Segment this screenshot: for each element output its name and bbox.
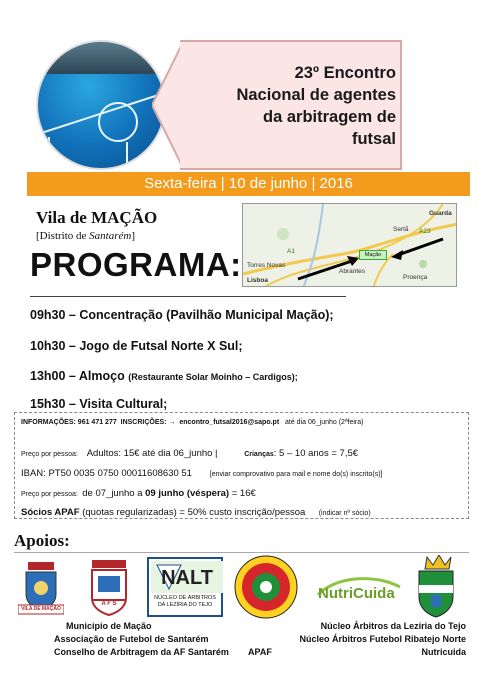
map-label: Mação bbox=[359, 250, 387, 260]
supporters-left: Município de Mação Associação de Futebol de Santarém Conselho de Arbitragem da AF Santarém bbox=[54, 621, 229, 657]
supporters-right: Núcleo Árbitros da Lezíria do Tejo Núcleo Árbitros Futebol Ribatejo Norte Nutricuida bbox=[299, 621, 466, 657]
map-label: Lisboa bbox=[247, 277, 268, 284]
schedule-item: 10h30 – Jogo de Futsal Norte X Sul; bbox=[30, 339, 243, 353]
socios-row: Sócios APAF (quotas regularizadas) = 50% custo inscrição/pessoa (indicar nº sócio) bbox=[21, 507, 371, 518]
date-banner: Sexta-feira | 10 de junho | 2016 bbox=[27, 172, 470, 196]
event-title-line: da arbitragem de bbox=[263, 108, 396, 126]
event-title-line: futsal bbox=[351, 130, 396, 148]
programa-title: PROGRAMA: bbox=[30, 246, 242, 283]
apoios-heading: Apoios: bbox=[14, 531, 70, 550]
ribatejo-norte-crest-logo bbox=[413, 555, 459, 619]
apaf-logo bbox=[234, 555, 298, 619]
map-label: Sertã bbox=[393, 226, 409, 233]
futsal-court-photo bbox=[36, 40, 166, 170]
price-row: Preço por pessoa: Adultos: 15€ até dia 06_junho | Crianças: 5 – 10 anos = 7,5€ bbox=[21, 448, 359, 459]
event-title-line: Nacional de agentes bbox=[236, 86, 396, 104]
late-price-row: Preço por pessoa: de 07_junho a 09 junho (véspera) = 16€ bbox=[21, 488, 256, 499]
email-link[interactable]: encontro_futsal2016@sapo.pt bbox=[179, 419, 280, 426]
iban-row: IBAN: PT50 0035 0750 00011608630 51 [enviar comprovativo para mail e nome do(s) inscrito(s)] bbox=[21, 468, 383, 479]
nutricuida-logo: NutriCuida bbox=[314, 575, 404, 605]
schedule-item: 09h30 – Concentração (Pavilhão Municipal Mação); bbox=[30, 308, 334, 322]
schedule-item: 15h30 – Visita Cultural; bbox=[30, 397, 168, 411]
map-label: A23 bbox=[419, 228, 431, 235]
map-label: Proença bbox=[403, 274, 428, 281]
macao-crest-logo: VILA DE MAÇÃO bbox=[18, 560, 64, 616]
contacts-row: INFORMAÇÕES: 961 471 277 INSCRIÇÕES: → encontro_futsal2016@sapo.pt até dia 06_junho (2ªfeira) bbox=[21, 419, 364, 426]
divider bbox=[14, 552, 469, 553]
map-label: Abrantes bbox=[339, 268, 366, 275]
map-label: Torres Novas bbox=[247, 262, 286, 269]
distrito-label: [Distrito de Santarém] bbox=[36, 230, 136, 242]
map-label: A1 bbox=[287, 248, 295, 255]
location-map bbox=[242, 203, 457, 287]
afs-crest-logo: A F S bbox=[88, 558, 130, 616]
info-box bbox=[14, 412, 469, 519]
schedule-item: 13h00 – Almoço (Restaurante Solar Moinho – Cardigos); bbox=[30, 369, 298, 383]
divider bbox=[30, 296, 346, 297]
event-title bbox=[190, 62, 396, 150]
event-title-line: 23º Encontro bbox=[294, 64, 396, 82]
vila-heading: Vila de MAÇÃO bbox=[36, 208, 158, 227]
nalt-logo: NALT NÚCLEO DE ÁRBITROS DA LEZÍRIA DO TEJO bbox=[147, 557, 223, 617]
supporters-center: APAF bbox=[248, 647, 272, 657]
map-label: Guarda bbox=[429, 210, 452, 217]
